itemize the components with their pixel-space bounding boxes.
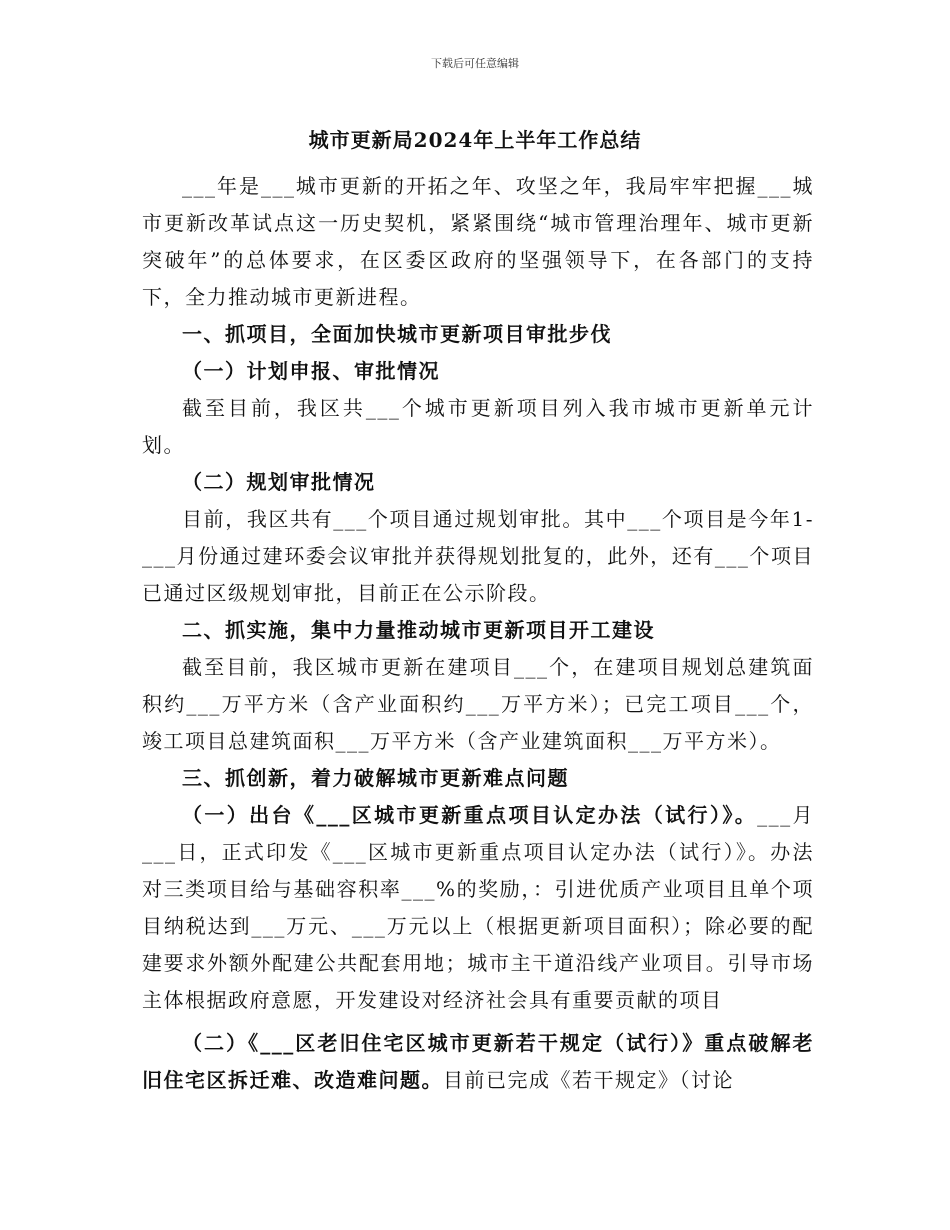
subsection-heading-1-1: （一）计划申报、审批情况 (182, 359, 440, 383)
intro-paragraph: ___年是___城市更新的开拓之年、攻坚之年，我局牢牢把握___城市更新改革试点这一历史契机，紧紧围绕“城市管理治理年、城市更新突破年”的总体要求，在区委区政府的坚强领导下，在各部门的支持下，全力推动城市更新进程。 (142, 174, 814, 309)
section-heading-3: 三、抓创新，着力破解城市更新难点问题 (182, 766, 569, 790)
body-text: ___月___日，正式印发《___区城市更新重点项目认定办法（试行）》。办法对三类项目给与基础容积率___%的奖励，：引进优质产业项目且单个项目纳税达到___万元、___万元以上（根据更新项目面积）；除必要的配建要求外额外配建公共配套用地；城市主干道沿线产业项目。引导市场主体根据政府意愿，开发建设对经济社会具有重要贡献的项目 (142, 803, 815, 1012)
section-heading-2: 二、抓实施，集中力量推动城市更新项目开工建设 (182, 618, 655, 642)
document-title: 城市更新局2024年上半年工作总结 (308, 128, 642, 152)
body-paragraph-with-bold-lead (142, 1025, 814, 1099)
body-paragraph: 截至目前，我区共___个城市更新项目列入我市城市更新单元计划。 (142, 396, 814, 457)
body-text: 目前已完成《若干规定》（讨论 (443, 1068, 734, 1092)
body-paragraph-with-bold-lead (142, 797, 814, 1019)
body-paragraph: 目前，我区共有___个项目通过规划审批。其中___个项目是今年1-___月份通过建环委会议审批并获得规划批复的，此外，还有___个项目已通过区级规划审批，目前正在公示阶段。 (142, 507, 814, 605)
body-paragraph: 截至目前，我区城市更新在建项目___个，在建项目规划总建筑面积约___万平方米（含产业面积约___万平方米）；已完工项目___个，竣工项目总建筑面积___万平方米（含产业建筑面积___万平方米）。 (142, 655, 814, 753)
document-body (142, 168, 814, 1099)
page-header-note: 下载后可任意编辑 (431, 57, 519, 70)
section-heading-1: 一、抓项目，全面加快城市更新项目审批步伐 (182, 322, 612, 346)
subsection-heading-1-2: （二）规划审批情况 (182, 470, 376, 494)
subsection-heading-3-2: （二）《___区老旧住宅区城市更新若干规定（试行）》重点破解老旧住宅区拆迁难、改造难问题。 (142, 1031, 814, 1092)
subsection-heading-3-1: （一）出台《___区城市更新重点项目认定办法（试行）》。 (182, 803, 758, 827)
